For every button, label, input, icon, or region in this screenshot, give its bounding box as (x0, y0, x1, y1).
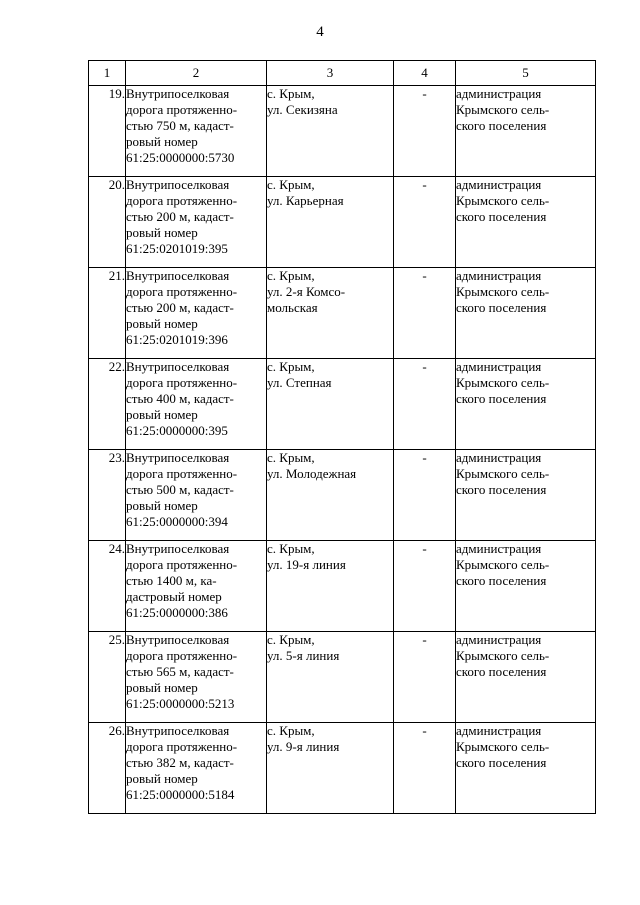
object-address (267, 450, 394, 541)
object-name-line: Внутрипоселковая (126, 541, 230, 556)
object-address-line: ул. 9-я линия (267, 739, 340, 754)
object-name-line: Внутрипоселковая (126, 450, 230, 465)
object-address-line: с. Крым, (267, 177, 315, 192)
owner-name (456, 723, 596, 814)
object-name-line: стью 500 м, кадаст- (126, 482, 234, 497)
table-row (89, 177, 596, 268)
owner-name (456, 268, 596, 359)
object-name-line: Внутрипоселковая (126, 268, 230, 283)
owner-name-line: ского поселения (456, 209, 547, 224)
owner-name-line: Крымского сель- (456, 193, 550, 208)
object-name-line: ровый номер (126, 498, 198, 513)
object-name-line: ровый номер (126, 680, 198, 695)
owner-name (456, 632, 596, 723)
owner-name-line: Крымского сель- (456, 102, 550, 117)
column-4-value: - (394, 359, 456, 450)
object-address-line: мольская (267, 300, 318, 315)
owner-name-line: Крымского сель- (456, 375, 550, 390)
row-number: 21. (89, 268, 126, 359)
owner-name-line: администрация (456, 541, 542, 556)
object-name-line: ровый номер (126, 771, 198, 786)
object-name-line: Внутрипоселковая (126, 177, 230, 192)
owner-name (456, 177, 596, 268)
column-4-value: - (394, 86, 456, 177)
object-name (126, 359, 267, 450)
header-col-1: 1 (89, 61, 126, 86)
object-address-line: ул. Молодежная (267, 466, 357, 481)
object-name-line: дорога протяженно- (126, 375, 238, 390)
owner-name-line: Крымского сель- (456, 284, 550, 299)
owner-name-line: администрация (456, 86, 542, 101)
object-name (126, 541, 267, 632)
owner-name-line: Крымского сель- (456, 739, 550, 754)
object-name-line: дастровый номер (126, 589, 222, 604)
owner-name-line: Крымского сель- (456, 557, 550, 572)
object-name-line: 61:25:0000000:395 (126, 423, 228, 438)
row-number: 22. (89, 359, 126, 450)
object-name (126, 86, 267, 177)
row-number: 20. (89, 177, 126, 268)
object-name-line: Внутрипоселковая (126, 86, 230, 101)
object-address-line: ул. Секизяна (267, 102, 338, 117)
object-address-line: с. Крым, (267, 632, 315, 647)
object-name-line: стью 382 м, кадаст- (126, 755, 234, 770)
owner-name-line: администрация (456, 450, 542, 465)
object-address (267, 723, 394, 814)
object-name-line: стью 565 м, кадаст- (126, 664, 234, 679)
object-name-line: 61:25:0000000:386 (126, 605, 228, 620)
owner-name-line: ского поселения (456, 755, 547, 770)
object-address-line: с. Крым, (267, 86, 315, 101)
table-row (89, 632, 596, 723)
object-address (267, 268, 394, 359)
object-name (126, 723, 267, 814)
object-address-line: ул. Карьерная (267, 193, 344, 208)
object-address-line: с. Крым, (267, 268, 315, 283)
owner-name-line: Крымского сель- (456, 466, 550, 481)
row-number: 25. (89, 632, 126, 723)
object-address (267, 177, 394, 268)
object-name-line: дорога протяженно- (126, 284, 238, 299)
table-row (89, 86, 596, 177)
object-name-line: 61:25:0201019:396 (126, 332, 228, 347)
owner-name-line: ского поселения (456, 300, 547, 315)
object-name-line: 61:25:0201019:395 (126, 241, 228, 256)
object-name-line: ровый номер (126, 134, 198, 149)
row-number: 24. (89, 541, 126, 632)
column-4-value: - (394, 268, 456, 359)
header-col-3: 3 (267, 61, 394, 86)
object-name-line: Внутрипоселковая (126, 723, 230, 738)
object-address-line: ул. 19-я линия (267, 557, 346, 572)
table-header (89, 61, 596, 86)
object-address-line: ул. Степная (267, 375, 332, 390)
object-name-line: дорога протяженно- (126, 102, 238, 117)
object-name-line: ровый номер (126, 316, 198, 331)
owner-name-line: администрация (456, 268, 542, 283)
header-col-2: 2 (126, 61, 267, 86)
column-4-value: - (394, 450, 456, 541)
roads-registry-table (88, 60, 596, 814)
object-name-line: 61:25:0000000:5213 (126, 696, 235, 711)
owner-name (456, 541, 596, 632)
object-address-line: с. Крым, (267, 450, 315, 465)
object-name-line: ровый номер (126, 225, 198, 240)
owner-name (456, 450, 596, 541)
header-col-5: 5 (456, 61, 596, 86)
owner-name-line: Крымского сель- (456, 648, 550, 663)
row-number: 19. (89, 86, 126, 177)
object-name-line: Внутрипоселковая (126, 632, 230, 647)
table-row (89, 268, 596, 359)
object-address-line: с. Крым, (267, 723, 315, 738)
object-name-line: стью 750 м, кадаст- (126, 118, 234, 133)
object-name (126, 268, 267, 359)
object-address-line: ул. 5-я линия (267, 648, 340, 663)
column-4-value: - (394, 177, 456, 268)
object-name-line: дорога протяженно- (126, 648, 238, 663)
column-4-value: - (394, 632, 456, 723)
object-address-line: ул. 2-я Комсо- (267, 284, 346, 299)
object-name (126, 450, 267, 541)
object-name-line: дорога протяженно- (126, 739, 238, 754)
column-4-value: - (394, 541, 456, 632)
object-name-line: 61:25:0000000:5730 (126, 150, 235, 165)
page-number: 4 (316, 24, 324, 40)
owner-name-line: администрация (456, 177, 542, 192)
object-name-line: 61:25:0000000:5184 (126, 787, 235, 802)
owner-name-line: ского поселения (456, 573, 547, 588)
owner-name-line: ского поселения (456, 391, 547, 406)
table-body (89, 86, 596, 814)
object-name-line: стью 1400 м, ка- (126, 573, 217, 588)
column-4-value: - (394, 723, 456, 814)
object-name (126, 177, 267, 268)
object-name-line: дорога протяженно- (126, 193, 238, 208)
header-col-4: 4 (394, 61, 456, 86)
object-address (267, 359, 394, 450)
object-name-line: стью 200 м, кадаст- (126, 300, 234, 315)
owner-name (456, 86, 596, 177)
owner-name-line: администрация (456, 723, 542, 738)
owner-name (456, 359, 596, 450)
owner-name-line: ского поселения (456, 482, 547, 497)
object-name-line: стью 200 м, кадаст- (126, 209, 234, 224)
object-name-line: стью 400 м, кадаст- (126, 391, 234, 406)
object-address-line: с. Крым, (267, 359, 315, 374)
object-address-line: с. Крым, (267, 541, 315, 556)
object-address (267, 632, 394, 723)
object-name-line: 61:25:0000000:394 (126, 514, 228, 529)
table-row (89, 541, 596, 632)
object-address (267, 541, 394, 632)
table-row (89, 450, 596, 541)
object-name-line: дорога протяженно- (126, 466, 238, 481)
owner-name-line: администрация (456, 359, 542, 374)
object-name-line: ровый номер (126, 407, 198, 422)
header-row (89, 61, 596, 86)
owner-name-line: администрация (456, 632, 542, 647)
object-address (267, 86, 394, 177)
object-name (126, 632, 267, 723)
table-row (89, 359, 596, 450)
owner-name-line: ского поселения (456, 118, 547, 133)
row-number: 23. (89, 450, 126, 541)
row-number: 26. (89, 723, 126, 814)
owner-name-line: ского поселения (456, 664, 547, 679)
table-row (89, 723, 596, 814)
object-name-line: Внутрипоселковая (126, 359, 230, 374)
object-name-line: дорога протяженно- (126, 557, 238, 572)
